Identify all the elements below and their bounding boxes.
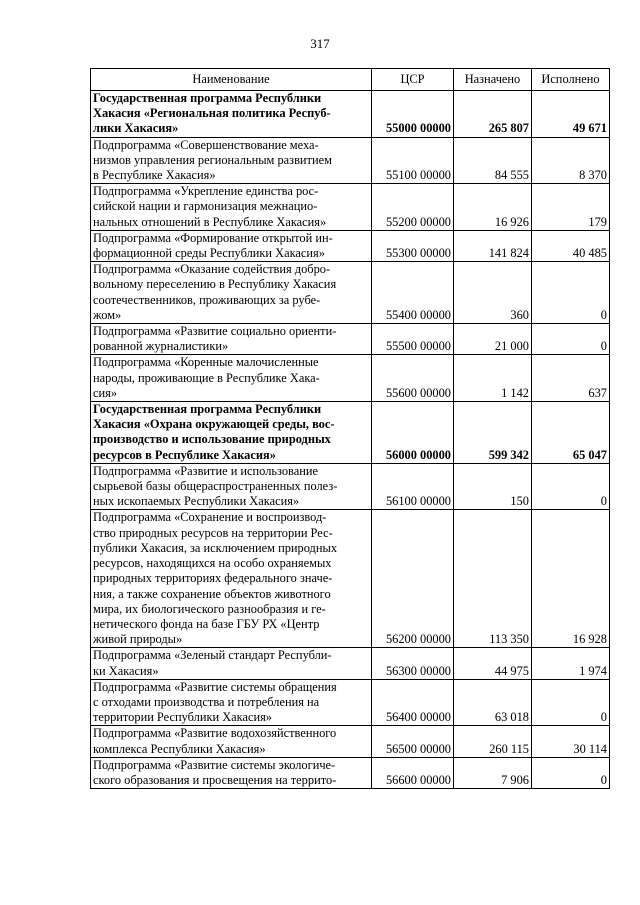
row-executed: 0 bbox=[532, 262, 610, 324]
row-assigned: 113 350 bbox=[454, 510, 532, 648]
row-name-line: Подпрограмма «Коренные малочисленные bbox=[93, 355, 319, 370]
row-executed: 0 bbox=[532, 463, 610, 510]
row-executed: 0 bbox=[532, 324, 610, 355]
table-header-row bbox=[91, 69, 610, 91]
row-assigned: 1 142 bbox=[454, 355, 532, 402]
subprogram-row bbox=[91, 324, 610, 355]
row-name-line: сия» bbox=[93, 385, 118, 400]
row-executed: 30 114 bbox=[532, 726, 610, 757]
row-name-line: Подпрограмма «Совершенствование меха- bbox=[93, 137, 319, 152]
program-row bbox=[91, 91, 610, 138]
subprogram-row bbox=[91, 757, 610, 788]
row-name bbox=[91, 463, 372, 510]
row-name-line: ных ископаемых Республики Хакасия» bbox=[93, 494, 300, 509]
page-number: 317 bbox=[310, 36, 330, 51]
table-body bbox=[91, 91, 610, 789]
row-name bbox=[91, 262, 372, 324]
subprogram-row bbox=[91, 648, 610, 679]
row-name bbox=[91, 230, 372, 261]
row-csr: 56600 00000 bbox=[372, 757, 454, 788]
row-name-line: сийской нации и гармонизация межнацио- bbox=[93, 199, 318, 214]
subprogram-row bbox=[91, 510, 610, 648]
row-name-line: нетического фонда на базе ГБУ РХ «Центр bbox=[93, 616, 320, 631]
row-csr: 56500 00000 bbox=[372, 726, 454, 757]
row-name-line: Хакасия «Охрана окружающей среды, вос- bbox=[93, 417, 335, 432]
row-assigned: 360 bbox=[454, 262, 532, 324]
row-name-line: Подпрограмма «Зеленый стандарт Республи- bbox=[93, 648, 332, 663]
row-name-line: ресурсов, находящихся на особо охраняемых bbox=[93, 556, 332, 571]
row-name-line: Подпрограмма «Развитие и использование bbox=[93, 463, 319, 478]
row-name-line: в Республике Хакасия» bbox=[93, 168, 216, 183]
row-executed: 16 928 bbox=[532, 510, 610, 648]
row-assigned: 599 342 bbox=[454, 402, 532, 464]
subprogram-row bbox=[91, 184, 610, 231]
row-name-line: народы, проживающие в Республике Хака- bbox=[93, 370, 320, 385]
row-csr: 56300 00000 bbox=[372, 648, 454, 679]
row-assigned: 63 018 bbox=[454, 679, 532, 726]
subprogram-row bbox=[91, 230, 610, 261]
row-name-line: комплекса Республики Хакасия» bbox=[93, 741, 266, 756]
row-name-line: живой природы» bbox=[93, 632, 183, 647]
row-csr: 55500 00000 bbox=[372, 324, 454, 355]
row-name-line: жом» bbox=[93, 307, 122, 322]
row-name-line: ского образования и просвещения на террито- bbox=[93, 772, 337, 787]
row-assigned: 21 000 bbox=[454, 324, 532, 355]
row-name-line: низмов управления региональным развитием bbox=[93, 152, 332, 167]
row-csr: 56100 00000 bbox=[372, 463, 454, 510]
row-name-line: ресурсов в Республике Хакасия» bbox=[93, 447, 276, 462]
row-executed: 40 485 bbox=[532, 230, 610, 261]
header-csr: ЦСР bbox=[372, 69, 454, 91]
row-name bbox=[91, 757, 372, 788]
row-name-line: сырьевой базы общераспространенных полез- bbox=[93, 479, 338, 494]
row-name-line: лики Хакасия» bbox=[93, 121, 179, 136]
row-name bbox=[91, 510, 372, 648]
row-name bbox=[91, 184, 372, 231]
row-name-line: соотечественников, проживающих за рубе- bbox=[93, 292, 321, 307]
row-name-line: Подпрограмма «Сохранение и воспроизвод- bbox=[93, 510, 327, 525]
row-name-line: Подпрограмма «Развитие системы экологиче- bbox=[93, 757, 336, 772]
row-name-line: Хакасия «Региональная политика Респуб- bbox=[93, 106, 331, 121]
row-name bbox=[91, 648, 372, 679]
row-name-line: ния, а также сохранение объектов животного bbox=[93, 586, 331, 601]
row-name bbox=[91, 726, 372, 757]
row-csr: 55400 00000 bbox=[372, 262, 454, 324]
row-executed: 179 bbox=[532, 184, 610, 231]
row-assigned: 141 824 bbox=[454, 230, 532, 261]
row-assigned: 7 906 bbox=[454, 757, 532, 788]
row-executed: 0 bbox=[532, 679, 610, 726]
row-name-line: нальных отношений в Республике Хакасия» bbox=[93, 214, 327, 229]
row-name bbox=[91, 679, 372, 726]
row-name-line: мира, их биологического разнообразия и ге- bbox=[93, 601, 326, 616]
subprogram-row bbox=[91, 726, 610, 757]
row-name-line: ки Хакасия» bbox=[93, 663, 159, 678]
row-name bbox=[91, 402, 372, 464]
row-assigned: 16 926 bbox=[454, 184, 532, 231]
row-name bbox=[91, 91, 372, 138]
row-name-line: производство и использование природных bbox=[93, 432, 331, 447]
row-name-line: Подпрограмма «Развитие водохозяйственного bbox=[93, 726, 337, 741]
row-name-line: Подпрограмма «Развитие социально ориенти- bbox=[93, 324, 337, 339]
row-name-line: природных территориях федерального значе- bbox=[93, 571, 333, 586]
row-name-line: ство природных ресурсов на территории Рес- bbox=[93, 525, 333, 540]
row-executed: 8 370 bbox=[532, 137, 610, 184]
row-csr: 56200 00000 bbox=[372, 510, 454, 648]
row-csr: 56000 00000 bbox=[372, 402, 454, 464]
row-name-line: Подпрограмма «Развитие системы обращения bbox=[93, 679, 337, 694]
row-assigned: 150 bbox=[454, 463, 532, 510]
program-row bbox=[91, 402, 610, 464]
subprogram-row bbox=[91, 463, 610, 510]
header-assigned: Назначено bbox=[454, 69, 532, 91]
row-name-line: рованной журналистики» bbox=[93, 339, 229, 354]
subprogram-row bbox=[91, 355, 610, 402]
row-assigned: 260 115 bbox=[454, 726, 532, 757]
row-assigned: 265 807 bbox=[454, 91, 532, 138]
row-name-line: формационной среды Республики Хакасия» bbox=[93, 246, 325, 261]
row-name bbox=[91, 137, 372, 184]
row-csr: 55000 00000 bbox=[372, 91, 454, 138]
subprogram-row bbox=[91, 262, 610, 324]
row-csr: 56400 00000 bbox=[372, 679, 454, 726]
budget-table bbox=[90, 68, 610, 789]
row-executed: 65 047 bbox=[532, 402, 610, 464]
row-csr: 55600 00000 bbox=[372, 355, 454, 402]
row-assigned: 44 975 bbox=[454, 648, 532, 679]
row-name bbox=[91, 355, 372, 402]
row-name-line: публики Хакасия, за исключением природных bbox=[93, 540, 338, 555]
row-name bbox=[91, 324, 372, 355]
header-name: Наименование bbox=[91, 69, 372, 91]
subprogram-row bbox=[91, 679, 610, 726]
row-name-line: территории Республики Хакасия» bbox=[93, 710, 272, 725]
row-name-line: Подпрограмма «Укрепление единства рос- bbox=[93, 184, 319, 199]
row-executed: 0 bbox=[532, 757, 610, 788]
row-executed: 637 bbox=[532, 355, 610, 402]
row-name-line: Государственная программа Республики bbox=[93, 402, 322, 417]
row-csr: 55200 00000 bbox=[372, 184, 454, 231]
row-name-line: с отходами производства и потребления на bbox=[93, 694, 320, 709]
subprogram-row bbox=[91, 137, 610, 184]
row-name-line: вольному переселению в Республику Хакасия bbox=[93, 277, 337, 292]
row-csr: 55100 00000 bbox=[372, 137, 454, 184]
row-assigned: 84 555 bbox=[454, 137, 532, 184]
row-executed: 1 974 bbox=[532, 648, 610, 679]
row-name-line: Государственная программа Республики bbox=[93, 91, 322, 105]
row-executed: 49 671 bbox=[532, 91, 610, 138]
row-name-line: Подпрограмма «Оказание содействия добро- bbox=[93, 262, 331, 277]
row-csr: 55300 00000 bbox=[372, 230, 454, 261]
header-executed: Исполнено bbox=[532, 69, 610, 91]
row-name-line: Подпрограмма «Формирование открытой ин- bbox=[93, 230, 333, 245]
